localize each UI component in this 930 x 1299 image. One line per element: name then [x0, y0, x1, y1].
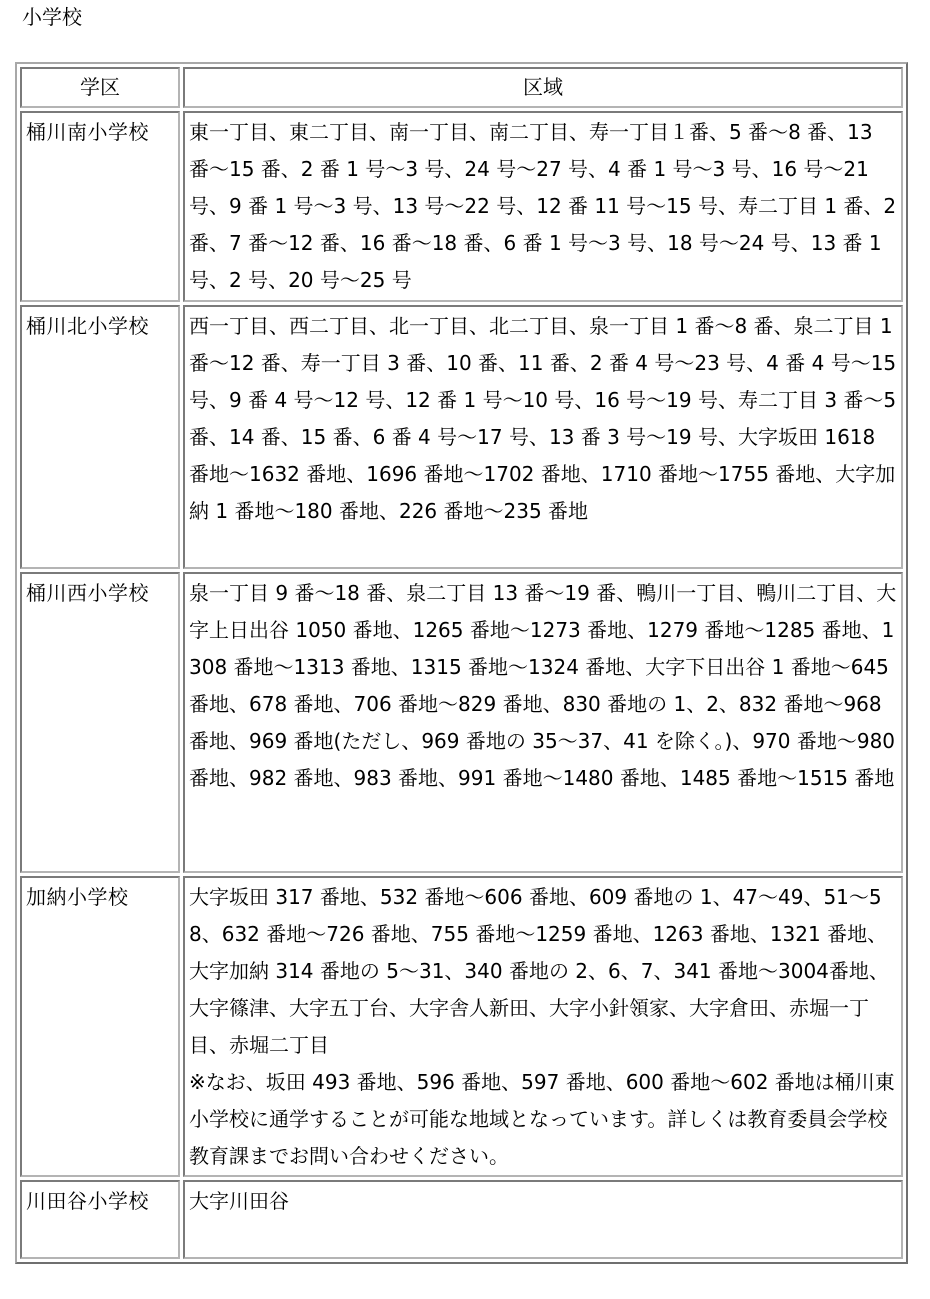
table-row	[20, 572, 903, 873]
school-name: 加納小学校	[20, 876, 180, 1177]
school-name: 桶川南小学校	[20, 111, 180, 302]
area-description: 大字川田谷	[183, 1180, 903, 1259]
table-header-row	[20, 67, 903, 108]
area-description: 西一丁目、西二丁目、北一丁目、北二丁目、泉一丁目 1 番～8 番、泉二丁目 1 番～12 番、寿一丁目 3 番、10 番、11 番、2 番 4 号～23 号、4 番 4 号～15 号、9 番 4 号～12 号、12 番 1 号～10 号、16 号～19 号、寿二丁目 3 番～5 番、14 番、15 番、6 番 4 号～17 号、13 番 3 号～19 号、大字坂田 1618 番地～1632 番地、1696 番地～1702 番地、1710 番地～1755 番地、大字加納 1 番地～180 番地、226 番地～235 番地	[183, 305, 903, 569]
header-school-district: 学区	[20, 67, 180, 108]
table-row	[20, 876, 903, 1177]
area-description-cell	[183, 876, 903, 1177]
school-name: 川田谷小学校	[20, 1180, 180, 1259]
table-row	[20, 1180, 903, 1259]
school-name: 桶川西小学校	[20, 572, 180, 873]
table-row	[20, 111, 903, 302]
area-note: ※なお、坂田 493 番地、596 番地、597 番地、600 番地～602 番地は桶川東小学校に通学することが可能な地域となっています。詳しくは教育委員会学校教育課までお問い合わせください。	[189, 1070, 895, 1168]
area-description: 泉一丁目 9 番～18 番、泉二丁目 13 番～19 番、鴨川一丁目、鴨川二丁目、大字上日出谷 1050 番地、1265 番地～1273 番地、1279 番地～1285 番地、1308 番地～1313 番地、1315 番地～1324 番地、大字下日出谷 1 番地～645 番地、678 番地、706 番地～829 番地、830 番地の 1、2、832 番地～968 番地、969 番地(ただし、969 番地の 35～37、41 を除く。)、970 番地～980 番地、982 番地、983 番地、991 番地～1480 番地、1485 番地～1515 番地	[183, 572, 903, 873]
table-row	[20, 305, 903, 569]
page-title: 小学校	[22, 5, 82, 29]
area-description: 大字坂田 317 番地、532 番地～606 番地、609 番地の 1、47～49、51～58、632 番地～726 番地、755 番地～1259 番地、1263 番地、1321 番地、大字加納 314 番地の 5～31、340 番地の 2、6、7、341 番地～3004番地、大字篠津、大字五丁台、大字舎人新田、大字小針領家、大字倉田、赤堀一丁目、赤堀二丁目	[189, 885, 889, 1057]
school-name: 桶川北小学校	[20, 305, 180, 569]
school-district-table	[15, 62, 908, 1264]
area-description: 東一丁目、東二丁目、南一丁目、南二丁目、寿一丁目１番、5 番～8 番、13 番～15 番、2 番 1 号～3 号、24 号～27 号、4 番 1 号～3 号、16 号～21 号、9 番 1 号～3 号、13 号～22 号、12 番 11 号～15 号、寿二丁目 1 番、2 番、7 番～12 番、16 番～18 番、6 番 1 号～3 号、18 号～24 号、13 番 1 号、2 号、20 号～25 号	[183, 111, 903, 302]
header-area: 区域	[183, 67, 903, 108]
